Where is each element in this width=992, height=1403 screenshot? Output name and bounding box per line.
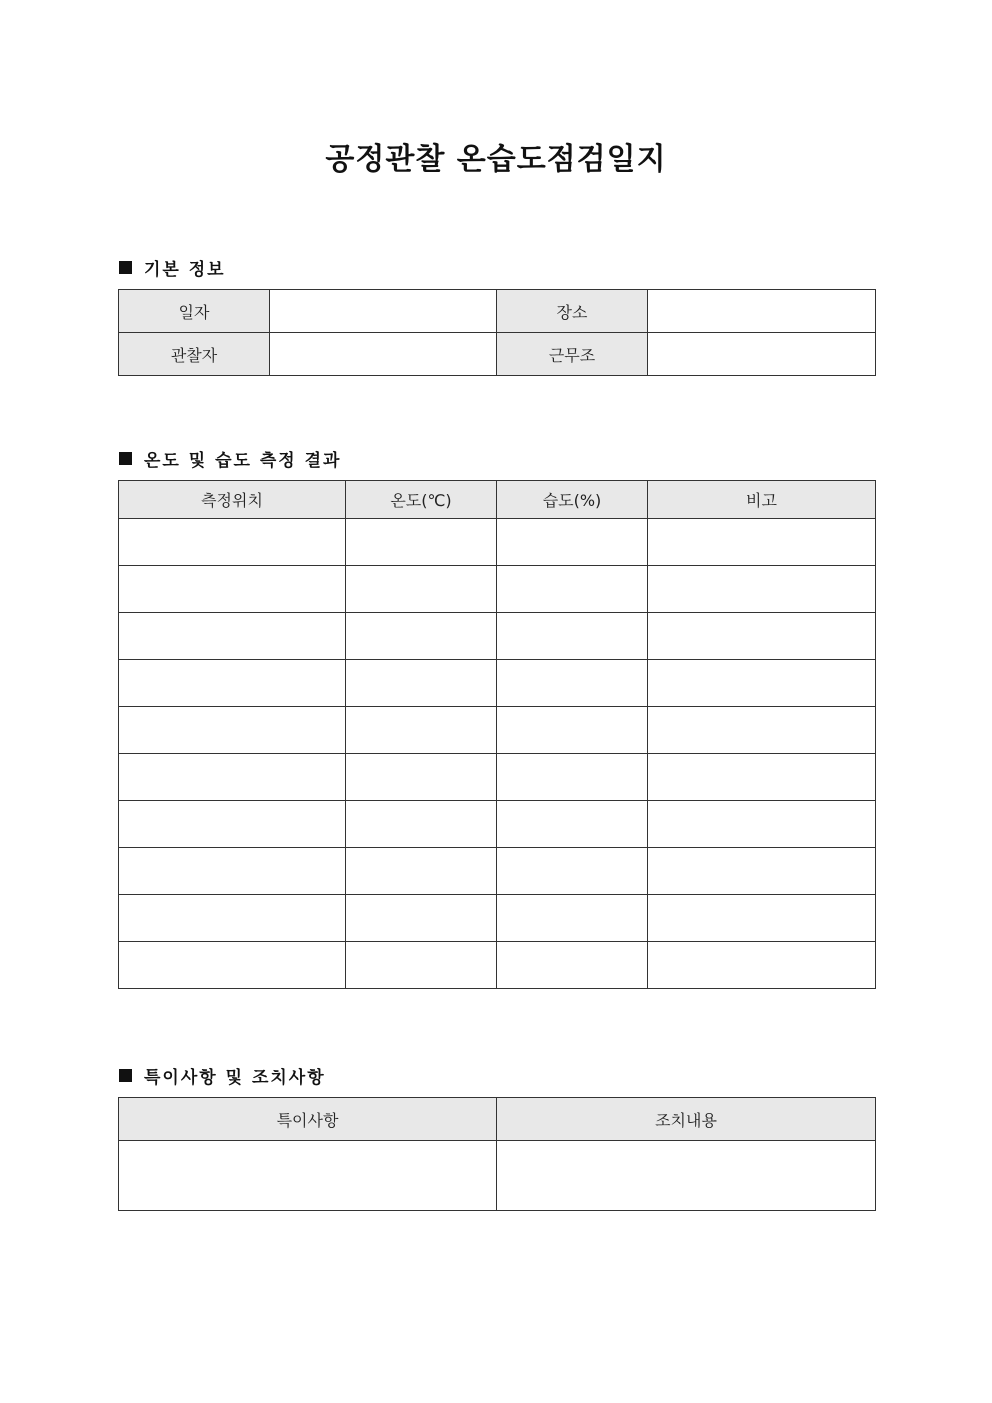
- temperature-cell[interactable]: [346, 801, 497, 848]
- label-shift: 근무조: [497, 333, 648, 376]
- date-field[interactable]: [270, 290, 497, 333]
- section-heading-measure: [119, 446, 341, 471]
- remarks-cell[interactable]: [648, 566, 876, 613]
- humidity-cell[interactable]: [497, 801, 648, 848]
- humidity-cell[interactable]: [497, 754, 648, 801]
- table-row: [119, 566, 876, 613]
- humidity-cell[interactable]: [497, 848, 648, 895]
- temperature-cell[interactable]: [346, 848, 497, 895]
- temperature-cell[interactable]: [346, 942, 497, 989]
- table-row: [119, 519, 876, 566]
- table-row: [119, 942, 876, 989]
- location-cell[interactable]: [119, 660, 346, 707]
- remarks-cell[interactable]: [648, 942, 876, 989]
- square-bullet-icon: [119, 1069, 132, 1082]
- temperature-cell[interactable]: [346, 519, 497, 566]
- square-bullet-icon: [119, 452, 132, 465]
- col-header-actions: 조치내용: [497, 1098, 876, 1141]
- location-cell[interactable]: [119, 942, 346, 989]
- temperature-cell[interactable]: [346, 895, 497, 942]
- humidity-cell[interactable]: [497, 895, 648, 942]
- location-cell[interactable]: [119, 613, 346, 660]
- col-header-location: 측정위치: [119, 481, 346, 519]
- notes-table: [118, 1097, 876, 1211]
- label-place: 장소: [497, 290, 648, 333]
- label-date: 일자: [119, 290, 270, 333]
- remarks-cell[interactable]: [648, 660, 876, 707]
- location-cell[interactable]: [119, 754, 346, 801]
- section-heading-notes: [119, 1063, 326, 1088]
- remarks-cell[interactable]: [648, 848, 876, 895]
- humidity-cell[interactable]: [497, 519, 648, 566]
- table-row: [119, 1141, 876, 1211]
- page-title: 공정관찰 온습도점검일지: [325, 142, 667, 177]
- actions-field[interactable]: [497, 1141, 876, 1211]
- humidity-cell[interactable]: [497, 613, 648, 660]
- table-row: [119, 707, 876, 754]
- location-cell[interactable]: [119, 707, 346, 754]
- table-row: [119, 895, 876, 942]
- basic-info-table: [118, 289, 876, 376]
- humidity-cell[interactable]: [497, 566, 648, 613]
- humidity-cell[interactable]: [497, 707, 648, 754]
- shift-field[interactable]: [648, 333, 876, 376]
- table-row: [119, 801, 876, 848]
- col-header-special-notes: 특이사항: [119, 1098, 497, 1141]
- remarks-cell[interactable]: [648, 519, 876, 566]
- table-row: [119, 613, 876, 660]
- table-row: [119, 333, 876, 376]
- remarks-cell[interactable]: [648, 707, 876, 754]
- humidity-cell[interactable]: [497, 942, 648, 989]
- table-row: [119, 848, 876, 895]
- section-heading-notes-label: 특이사항 및 조치사항: [144, 1068, 326, 1088]
- col-header-humidity: 습도(%): [497, 481, 648, 519]
- temperature-cell[interactable]: [346, 613, 497, 660]
- location-cell[interactable]: [119, 801, 346, 848]
- location-cell[interactable]: [119, 848, 346, 895]
- temperature-cell[interactable]: [346, 754, 497, 801]
- table-header-row: [119, 481, 876, 519]
- humidity-cell[interactable]: [497, 660, 648, 707]
- label-observer: 관찰자: [119, 333, 270, 376]
- col-header-temperature: 온도(℃): [346, 481, 497, 519]
- remarks-cell[interactable]: [648, 754, 876, 801]
- col-header-remarks: 비고: [648, 481, 876, 519]
- observer-field[interactable]: [270, 333, 497, 376]
- special-notes-field[interactable]: [119, 1141, 497, 1211]
- remarks-cell[interactable]: [648, 895, 876, 942]
- table-row: [119, 660, 876, 707]
- temperature-cell[interactable]: [346, 660, 497, 707]
- section-heading-basic-label: 기본 정보: [144, 260, 226, 280]
- square-bullet-icon: [119, 261, 132, 274]
- remarks-cell[interactable]: [648, 801, 876, 848]
- measurement-table: [118, 480, 876, 989]
- location-cell[interactable]: [119, 519, 346, 566]
- table-header-row: [119, 1098, 876, 1141]
- table-row: [119, 754, 876, 801]
- temperature-cell[interactable]: [346, 707, 497, 754]
- section-heading-basic: [119, 255, 226, 280]
- location-cell[interactable]: [119, 895, 346, 942]
- table-row: [119, 290, 876, 333]
- place-field[interactable]: [648, 290, 876, 333]
- section-heading-measure-label: 온도 및 습도 측정 결과: [144, 451, 342, 471]
- temperature-cell[interactable]: [346, 566, 497, 613]
- location-cell[interactable]: [119, 566, 346, 613]
- remarks-cell[interactable]: [648, 613, 876, 660]
